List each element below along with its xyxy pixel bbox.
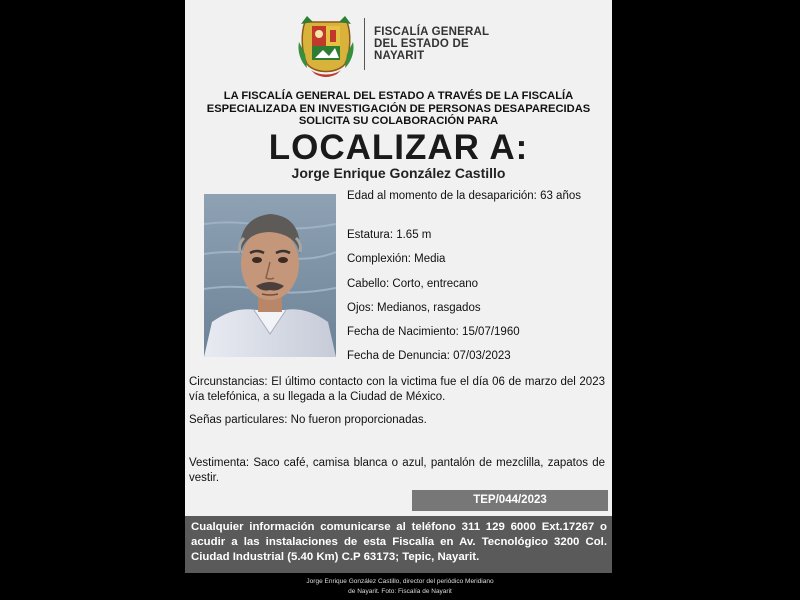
intro-line-1: LA FISCALÍA GENERAL DEL ESTADO A TRAVÉS DE LA FISCALÍA xyxy=(223,90,574,102)
field-build: Complexión: Media xyxy=(347,253,446,265)
photo-caption xyxy=(260,577,540,597)
distinguishing-marks-text: Señas particulares: No fueron proporcionadas. xyxy=(189,414,427,426)
person-name: Jorge Enrique González Castillo xyxy=(291,165,506,181)
intro-line-3: SOLICITA SU COLABORACIÓN PARA xyxy=(298,115,499,127)
org-line-1: FISCALÍA GENERAL xyxy=(374,26,490,38)
header-divider xyxy=(364,18,365,70)
org-line-2: DEL ESTADO DE xyxy=(374,38,469,50)
field-report-date: Fecha de Denuncia: 07/03/2023 xyxy=(347,350,511,362)
caption-line-2: de Nayarit. Foto: Fiscalía de Nayarit xyxy=(348,588,452,595)
field-eyes: Ojos: Medianos, rasgados xyxy=(347,302,481,314)
caption-line-1: Jorge Enrique González Castillo, director del periódico Meridiano xyxy=(306,578,494,585)
person-photo xyxy=(204,194,336,357)
state-coat-of-arms-icon xyxy=(297,12,355,78)
contact-footer xyxy=(185,516,612,573)
field-height: Estatura: 1.65 m xyxy=(347,229,432,241)
org-line-3: NAYARIT xyxy=(374,50,425,62)
poster-header xyxy=(185,8,612,83)
intro-line-2: ESPECIALIZADA EN INVESTIGACIÓN DE PERSONAS DESAPARECIDAS xyxy=(206,102,591,115)
field-hair: Cabello: Corto, entrecano xyxy=(347,278,479,290)
contact-footer-text: Cualquier información comunicarse al teléfono 311 129 6000 Ext.17267 o acudir a las instalaciones de esta Fiscalía en Av. Tecnológico 3200 Col. Ciudad Industrial (5.40 Km) C.P 63173; Tepic, Nayarit. xyxy=(191,521,607,563)
headline: LOCALIZAR A: xyxy=(268,128,529,167)
missing-person-poster xyxy=(185,0,612,573)
intro-text xyxy=(185,90,612,128)
org-name xyxy=(374,26,489,62)
field-age: Edad al momento de la desaparición: 63 años xyxy=(347,190,581,202)
case-reference-badge: TEP/044/2023 xyxy=(412,490,608,511)
circumstances-text: Circunstancias: El último contacto con la victima fue el día 06 de marzo del 2023 vía telefónica, a su llegada a la Ciudad de México. xyxy=(189,376,605,403)
clothing-text: Vestimenta: Saco café, camisa blanca o azul, pantalón de mezclilla, zapatos de vestir. xyxy=(189,457,605,484)
field-birth-date: Fecha de Nacimiento: 15/07/1960 xyxy=(347,326,520,338)
